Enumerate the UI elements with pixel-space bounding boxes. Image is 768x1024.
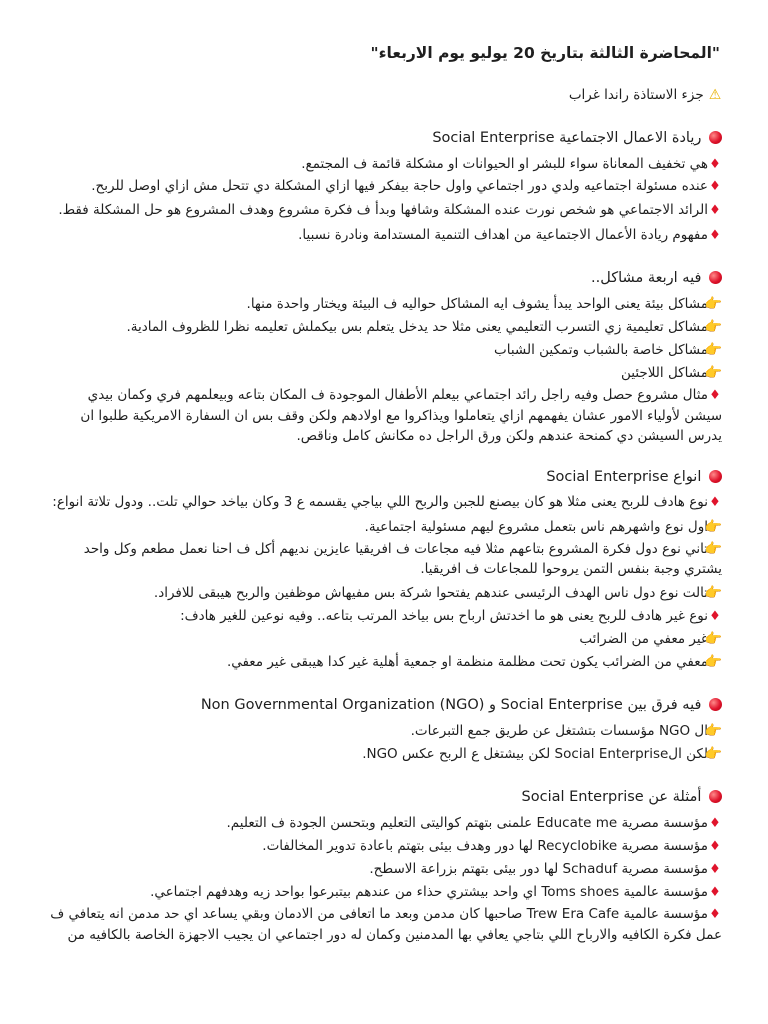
list-item-text: مؤسسة عالمية Toms shoes اي واحد بيشتري حذاء من عندهم بيتبرعوا بواحد زيه وهدفهم اجتماعي. [150,884,708,900]
section-4 [46,692,722,766]
list-item [46,516,722,539]
author-line [46,84,722,107]
list-item-text: مؤسسة مصرية Recyclobike لها دور وهدف بيئى بتهتم باعادة تدوير المخالفات. [262,838,708,854]
content-sections [46,125,722,945]
red-diamond-icon: ♦ [709,839,721,854]
section-5 [46,784,722,945]
list-item [46,316,722,339]
list-item [46,835,722,858]
section-heading [46,784,722,810]
author-section [46,84,722,107]
list-item-text: مؤسسة مصرية Schaduf لها دور بيئى بتهتم بزراعة الاسطح. [369,861,708,877]
red-diamond-icon: ♦ [709,203,721,218]
red-circle-icon [709,131,722,144]
list-item [46,628,722,651]
list-item-text: غير معفي من الضرائب [579,631,708,647]
red-diamond-icon: ♦ [709,388,721,403]
list-item-text: عنده مسئولة اجتماعيه ولدي دور اجتماعي واول حاجة بيفكر فيها ازاي المشكلة دي تتحل مش ازاي اوصل للربح. [91,178,708,194]
pointing-hand-icon: 👉 [704,654,722,670]
red-diamond-icon: ♦ [709,179,721,194]
list-item [46,743,722,766]
section-heading-text: أمثلة عن Social Enterprise [521,789,702,805]
list-item-text: اول نوع واشهرهم ناس بتعمل مشروع ليهم مسئولية اجتماعية. [364,519,708,535]
list-item-text: الرائد الاجتماعي هو شخص نورت عنده المشكلة وشافها وبدأ ف فكرة مشروع وهدف المشروع هو حل المشكلة فقط. [58,202,708,218]
list-item-text: نوع هادف للربح يعنى مثلا هو كان بيصنع للجبن والربح اللي بياجي يقسمه ع 3 وكان بياخد حوالي تلت.. ودول تلاتة انواع: [52,494,708,510]
list-item-text: مؤسسة مصرية Educate me علمنى بتهتم كواليتى التعليم وبتحسن الجودة ف التعليم. [226,815,708,831]
lecture-title: "المحاضرة الثالثة بتاريخ 20 يوليو يوم الاربعاء" [370,44,720,62]
pointing-hand-icon: 👉 [704,342,722,358]
list-item-text: مثال مشروع حصل وفيه راجل رائد اجتماعي بيعلم الأطفال الموجودة ف المكان بتاعه وبيعلمهم فري وكمان بيدي سيشن لأولياء الامور عشان يفهمهم ازاي يتعاملوا ويذاكروا مع اولادهم ولكن وقف بس ان السفارة الامريكية طلبوا ان يدرس السيشن دي كمنحة عندهم ولكن ورق الراجل ده مكانش كامل وناقص. [80,387,722,444]
list-item-text: مشاكل بيئة يعنى الواحد يبدأ يشوف ايه المشاكل حواليه ف البيئة ويختار واحدة منها. [246,296,708,312]
section-heading-text: انواع Social Enterprise [546,469,702,485]
list-item-text: معفي من الضرائب يكون تحت مظلمة منظمة او جمعية أهلية غير كدا هيبقى غير معفي. [226,654,708,670]
pointing-hand-icon: 👉 [704,723,722,739]
list-item [46,539,722,579]
list-item-text: تالت نوع دول ناس الهدف الرئيسى عندهم يفتحوا شركة بس مفيهاش موظفين والربح هيبقى للافراد. [153,585,708,601]
list-item-text: لكن الSocial Enterprise لكن بيشتغل ع الربح عكس NGO. [362,746,708,762]
list-item-text: مشاكل خاصة بالشباب وتمكين الشباب [494,342,708,358]
pointing-hand-icon: 👉 [704,519,722,535]
list-item [46,881,722,904]
pointing-hand-icon: 👉 [704,319,722,335]
list-item [46,582,722,605]
section-1 [46,125,722,247]
red-diamond-icon: ♦ [709,862,721,877]
red-circle-icon [709,470,722,483]
list-item-text: تاني نوع دول فكرة المشروع بتاعهم مثلا فيه مجاعات ف افريقيا عايزين نديهم أكل ف احنا نعمل مطعم وكل واحد يشتري وجبة بنفس التمن يروحوا للمجاعات ف افريقيا. [83,541,722,577]
list-item [46,605,722,628]
pointing-hand-icon: 👉 [704,631,722,647]
red-diamond-icon: ♦ [709,816,721,831]
section-heading [46,464,722,490]
list-item-text: مفهوم ريادة الأعمال الاجتماعية من اهداف التنمية المستدامة ونادرة نسبيا. [298,227,708,243]
section-heading-text: فيه اربعة مشاكل.. [591,270,702,286]
red-diamond-icon: ♦ [709,228,721,243]
list-item [46,339,722,362]
section-heading [46,692,722,718]
red-diamond-icon: ♦ [709,907,721,922]
red-diamond-icon: ♦ [709,885,721,900]
red-diamond-icon: ♦ [709,157,721,172]
list-item [46,651,722,674]
pointing-hand-icon: 👉 [704,541,722,557]
section-3 [46,464,722,674]
list-item [46,720,722,743]
pointing-hand-icon: 👉 [704,296,722,312]
section-heading [46,125,722,151]
list-item [46,224,722,247]
section-heading-text: ريادة الاعمال الاجتماعية Social Enterprise [432,130,702,146]
list-item [46,293,722,316]
section-heading [46,265,722,291]
list-item [46,492,722,513]
list-item [46,812,722,835]
pointing-hand-icon: 👉 [704,746,722,762]
list-item [46,904,722,945]
list-item-text: مشاكل اللاجئين [620,365,708,381]
author-text: جزء الاستاذة راندا غراب [568,87,704,103]
red-circle-icon [709,271,722,284]
red-diamond-icon: ♦ [709,495,721,510]
list-item [46,176,722,197]
list-item [46,153,722,176]
list-item-text: مشاكل تعليمية زي التسرب التعليمي يعنى مثلا حد يدخل يتعلم بس بيكملش تعليمه نظرا للظروف المادية. [126,319,708,335]
section-2 [46,265,722,446]
pointing-hand-icon: 👉 [704,585,722,601]
list-item-text: نوع غير هادف للربح يعنى هو ما اخدتش ارباح بس بياخد المرتب بتاعه.. وفيه نوعين للغير هادف: [180,608,708,624]
list-item [46,858,722,881]
pointing-hand-icon: 👉 [704,365,722,381]
list-item [46,385,722,446]
red-circle-icon [709,698,722,711]
list-item [46,362,722,385]
list-item-text: مؤسسة عالمية Trew Era Cafe صاحبها كان مدمن وبعد ما اتعافى من الادمان وبقي يساعد اي حد مدمن انه يتعافي ف عمل فكرة الكافيه والارباح اللي بتاجي يعافي بها المدمنين وكمان له دور اجتماعي ان يجيب الاجهزة الخاصة بالكافيه من [50,906,722,943]
list-item-text: ال NGO مؤسسات بتشتغل عن طريق جمع التبرعات. [410,723,708,739]
section-heading-text: فيه فرق بين Social Enterprise و Non Governmental Organization (NGO) [200,697,702,713]
list-item-text: هي تخفيف المعاناة سواء للبشر او الحيوانات او مشكلة قائمة ف المجتمع. [301,156,708,172]
red-circle-icon [709,790,722,803]
list-item [46,200,722,221]
red-diamond-icon: ♦ [709,609,721,624]
warning-icon: ⚠ [708,87,722,103]
